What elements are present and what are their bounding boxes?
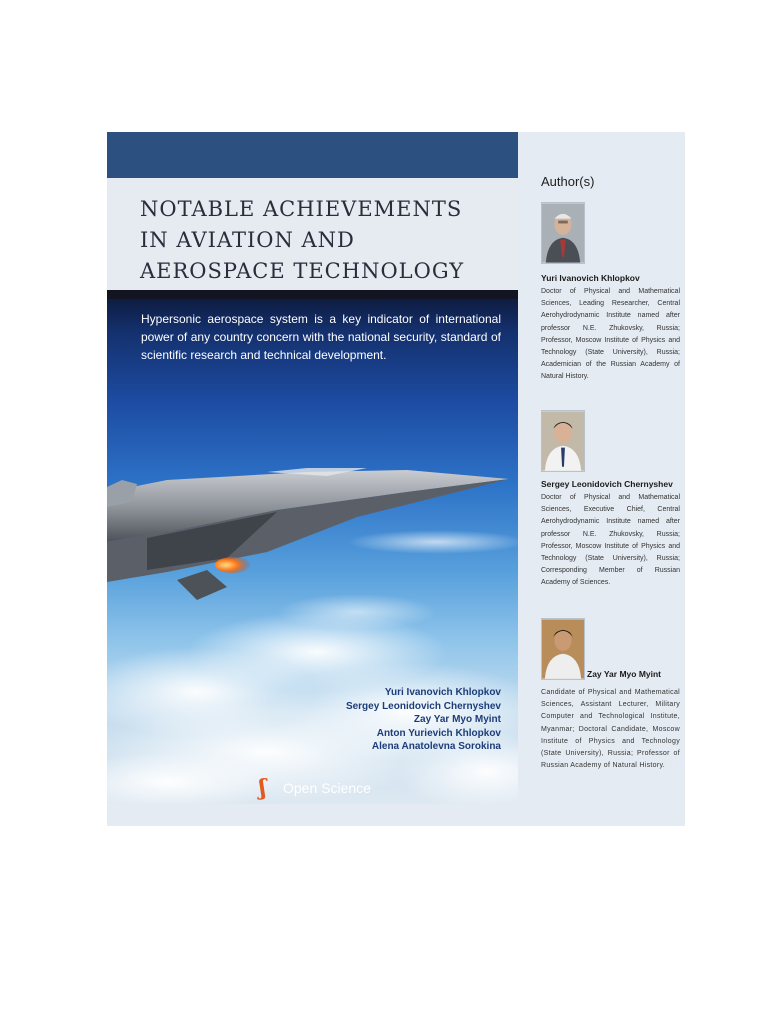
author-name: Zay Yar Myo Myint: [587, 669, 662, 679]
sidebar-heading: Author(s): [541, 174, 595, 189]
author-photo: [541, 618, 585, 680]
title-line-3: AEROSPACE TECHNOLOGY: [140, 259, 465, 283]
cover-author: Zay Yar Myo Myint: [413, 714, 501, 725]
cover-subtitle: Hypersonic aerospace system is a key indicator of international power of any country concern with the national security, standard of scientific research and technical development.: [141, 312, 501, 362]
open-science-logo-icon: ʃ: [259, 775, 267, 801]
author-name: Sergey Leonidovich Chernyshev: [541, 479, 673, 489]
author-card: [541, 618, 680, 772]
author-card: [541, 202, 680, 384]
publisher-logo: [259, 776, 371, 800]
author-card: [541, 410, 680, 590]
publisher-name: Open Science: [283, 780, 371, 796]
author-bio: Doctor of Physical and Mathematical Sciences, Leading Researcher, Central Aerohydrodynamic Institute named after professor N.E. Zhukovsky, Russia; Professor, Moscow Institute of Physics and Technology (State University), Russia; Academician of the Russian Academy of Natural History.: [541, 288, 680, 381]
cover-author: Yuri Ivanovich Khlopkov: [384, 687, 501, 698]
cover-author: Alena Anatolevna Sorokina: [371, 741, 501, 752]
author-photo: [541, 410, 585, 472]
cover-author: Sergey Leonidovich Chernyshev: [345, 700, 501, 712]
cover-author-list: [346, 686, 501, 754]
title-line-1: NOTABLE ACHIEVEMENTS: [140, 197, 463, 221]
author-bio: Candidate of Physical and Mathematical Sciences, Assistant Lecturer, Military Computer and Technological Institute, Myanmar; Doctoral Candidate, Moscow Institute of Physics and Technology (State University), Russia; Professor of Russian Academy of Natural History.: [541, 689, 680, 770]
title-line-2: IN AVIATION AND: [140, 228, 355, 252]
book-cover: [107, 132, 685, 826]
author-bio: Doctor of Physical and Mathematical Sciences, Executive Chief, Central Aerohydrodynamic Institute named after professor N.E. Zhukovsky, Russia; Professor, Moscow Institute of Physics and Technology (State University), Russia; Corresponding Member of Russian Academy of Sciences.: [541, 494, 680, 587]
author-photo: [541, 202, 585, 264]
author-header: [541, 618, 680, 680]
front-cover: [107, 132, 518, 804]
author-name: Yuri Ivanovich Khlopkov: [541, 273, 640, 283]
cover-author: Anton Yurievich Khlopkov: [376, 727, 501, 739]
hypersonic-aircraft-illustration: [107, 462, 518, 612]
author-sidebar: [518, 132, 685, 826]
